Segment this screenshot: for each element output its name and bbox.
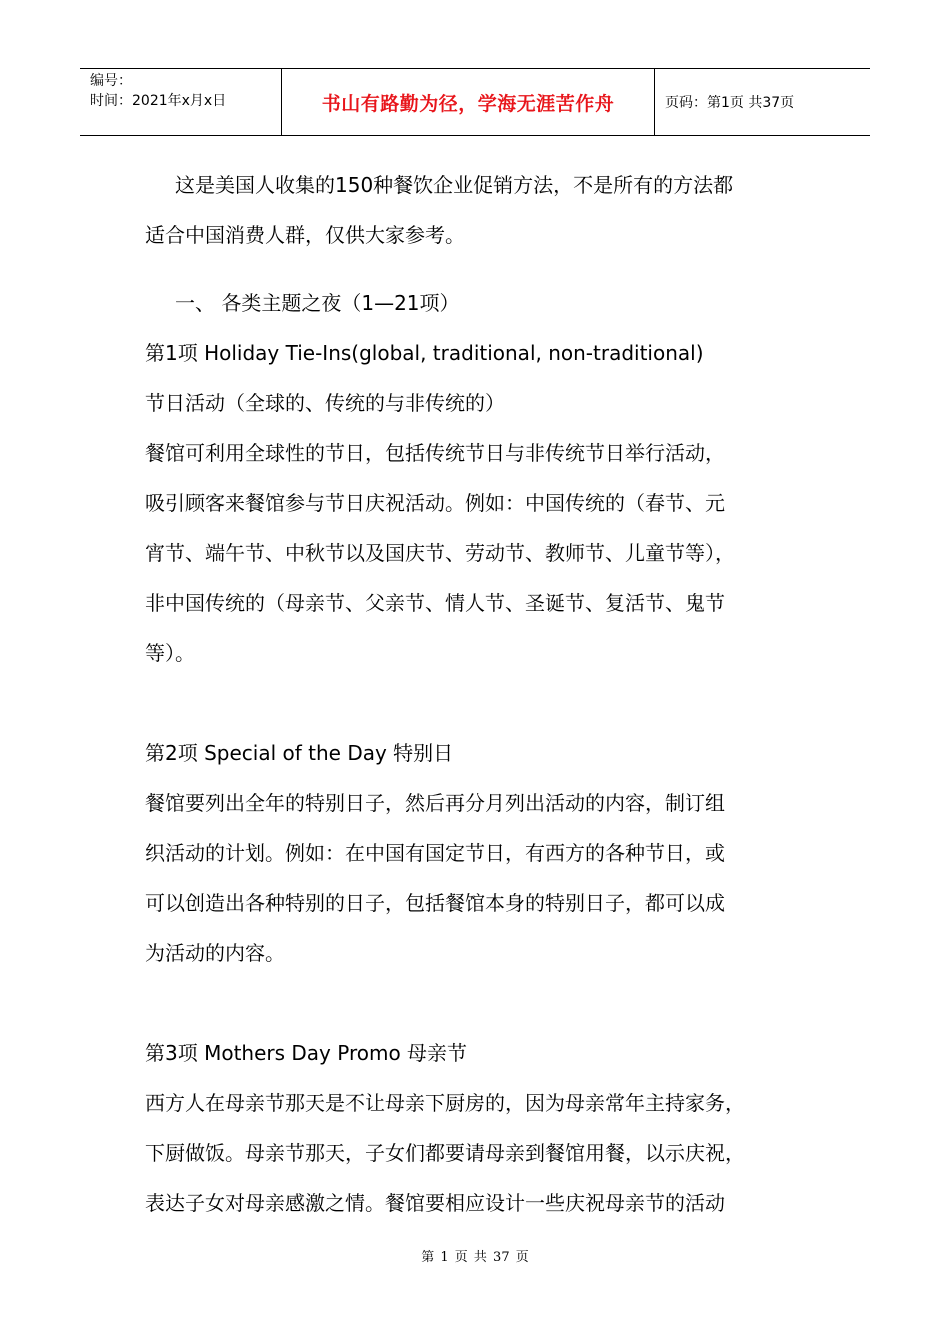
item-title: 第3项 Mothers Day Promo 母亲节 (145, 1041, 468, 1065)
item-text-line: 吸引顾客来餐馆参与节日庆祝活动。例如：中国传统的（春节、元 (145, 491, 725, 515)
item-text-line: 下厨做饭。母亲节那天，子女们都要请母亲到餐馆用餐，以示庆祝， (145, 1141, 745, 1165)
item-text-line: 织活动的计划。例如：在中国有国定节日，有西方的各种节日，或 (145, 841, 725, 865)
header-meta-cell (80, 69, 282, 135)
item-text-line: 可以创造出各种特别的日子，包括餐馆本身的特别日子，都可以成 (145, 891, 725, 915)
item-text-line: 非中国传统的（母亲节、父亲节、情人节、圣诞节、复活节、鬼节 (145, 591, 725, 615)
item-text-line: 表达子女对母亲感激之情。餐馆要相应设计一些庆祝母亲节的活动 (145, 1191, 725, 1215)
item-text-line: 西方人在母亲节那天是不让母亲下厨房的，因为母亲常年主持家务， (145, 1091, 745, 1115)
document-body (145, 160, 815, 1228)
item-text-line: 餐馆要列出全年的特别日子，然后再分月列出活动的内容，制订组 (145, 791, 725, 815)
item-title: 第2项 Special of the Day 特别日 (145, 741, 454, 765)
section-heading: 一、 各类主题之夜（1—21项） (175, 291, 460, 315)
paragraph-gap (145, 678, 815, 728)
page-header (80, 68, 870, 136)
intro-line: 适合中国消费人群，仅供大家参考。 (145, 223, 465, 247)
date-label: 时间：2021年x月x日 (90, 93, 227, 109)
page-info: 页码：第1页 共37页 (665, 95, 795, 111)
paragraph-gap (145, 978, 815, 1028)
header-page-cell (655, 69, 870, 135)
doc-number-label: 编号： (90, 73, 132, 89)
item-text-line: 餐馆可利用全球性的节日，包括传统节日与非传统节日举行活动， (145, 441, 725, 465)
item-text-line: 为活动的内容。 (145, 941, 285, 965)
intro-line: 这是美国人收集的150种餐饮企业促销方法，不是所有的方法都 (175, 173, 734, 197)
page-footer: 第 1 页 共 37 页 (421, 1250, 529, 1265)
motto-text: 书山有路勤为径，学海无涯苦作舟 (321, 92, 615, 115)
header-motto-cell (282, 69, 655, 135)
item-text-line: 等）。 (145, 641, 195, 665)
item-text-line: 宵节、端午节、中秋节以及国庆节、劳动节、教师节、儿童节等）， (145, 541, 735, 565)
item-text-line: 节日活动（全球的、传统的与非传统的） (145, 391, 505, 415)
item-title: 第1项 Holiday Tie-Ins(global, traditional, non-traditional) (145, 341, 704, 365)
